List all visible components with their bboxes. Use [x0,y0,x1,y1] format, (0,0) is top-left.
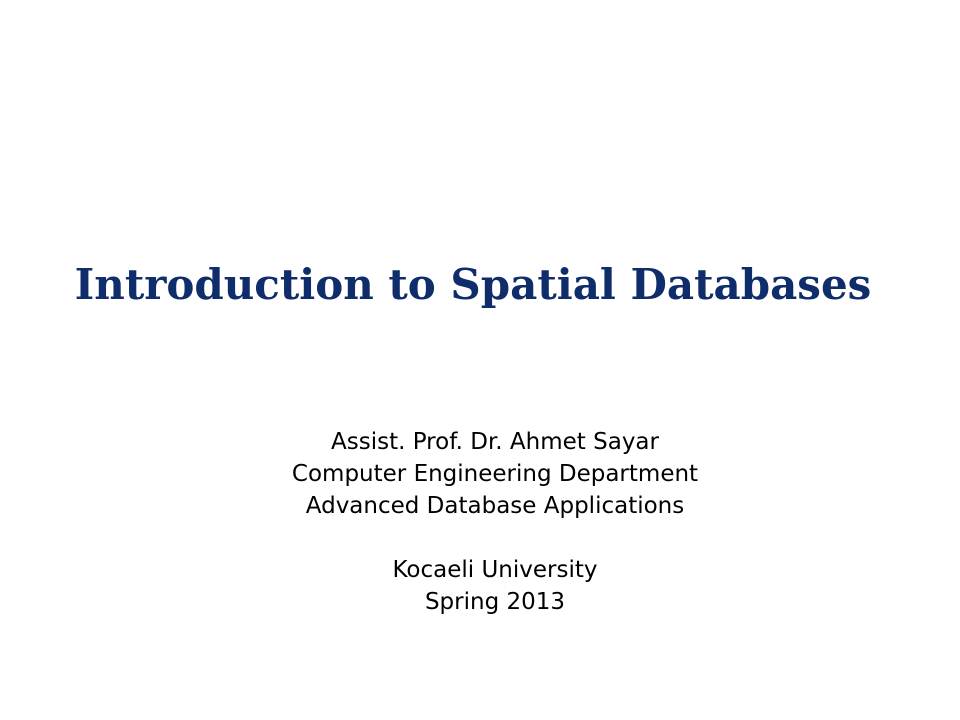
slide-subtitle [195,426,795,618]
term-name: Spring 2013 [424,589,566,615]
department-name: Computer Engineering Department [291,461,699,487]
spacer [195,522,795,554]
course-name: Advanced Database Applications [305,493,685,519]
slide-title: Introduction to Spatial Databases [74,260,872,309]
author-name: Assist. Prof. Dr. Ahmet Sayar [331,429,659,455]
university-name: Kocaeli University [392,557,598,583]
